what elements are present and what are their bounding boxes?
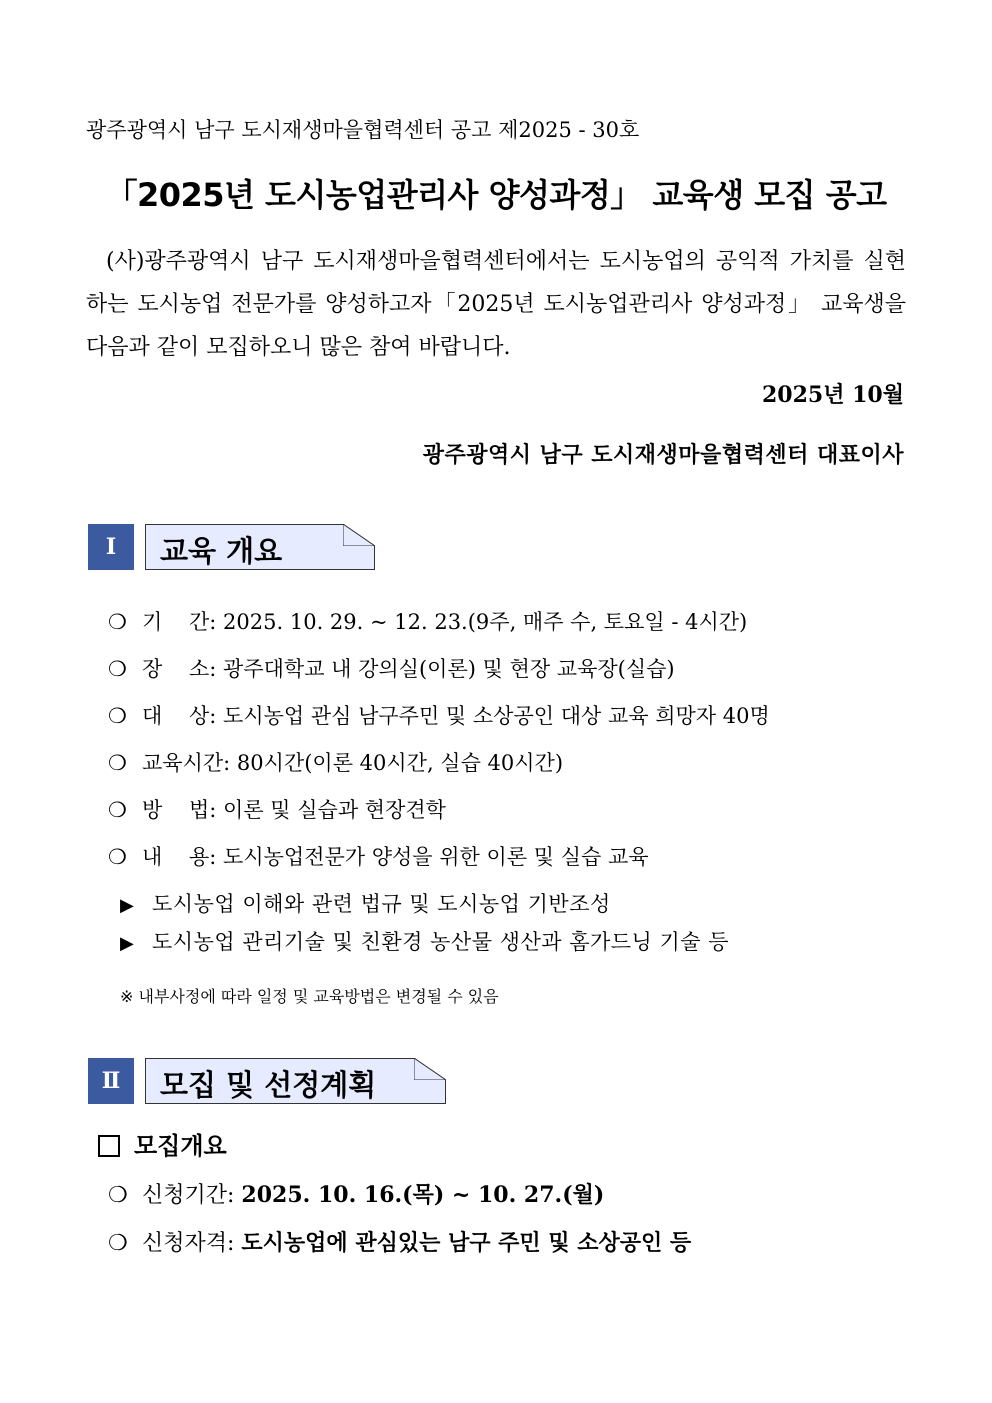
item-label: 신청자격:	[142, 1231, 235, 1256]
signer: 광주광역시 남구 도시재생마을협력센터 대표이사	[422, 442, 904, 468]
square-bullet-icon	[98, 1135, 120, 1157]
item-value: 도시농업전문가 양성을 위한 이론 및 실습 교육	[223, 845, 649, 869]
section-1-title: 교육 개요	[160, 534, 283, 568]
item-value: 80시간(이론 40시간, 실습 40시간)	[236, 751, 564, 775]
folded-corner-icon	[343, 524, 375, 546]
item-label: 기 간:	[142, 610, 217, 634]
item-value: 이론 및 실습과 현장견학	[223, 798, 446, 822]
folded-corner-icon	[414, 1058, 446, 1080]
overview-item-method: ❍ 방 법: 이론 및 실습과 현장견학	[108, 798, 446, 822]
intro-text: (사)광주광역시 남구 도시재생마을협력센터에서는 도시농업의 공익적 가치를 실현하는 도시농업 전문가를 양성하고자「2025년 도시농업관리사 양성과정」 교육생을 다음과 같이 모집하오니 많은 참여 바랍니다.	[86, 249, 906, 360]
section-2-title: 모집 및 선정계획	[160, 1068, 377, 1102]
notice-number: 광주광역시 남구 도시재생마을협력센터 공고 제2025 - 30호	[86, 118, 640, 142]
section-2-title-box	[145, 1058, 446, 1104]
document-title: 「2025년 도시농업관리사 양성과정」 교육생 모집 공고	[105, 176, 887, 214]
recruitment-subhead: 모집개요	[98, 1126, 227, 1161]
item-value: 도시농업에 관심있는 남구 주민 및 소상공인 등	[241, 1230, 692, 1256]
item-label: 신청기간:	[142, 1183, 235, 1208]
triangle-bullet-icon: ▶	[120, 895, 135, 916]
item-label: 내 용:	[142, 845, 217, 869]
item-value: 도시농업 관심 남구주민 및 소상공인 대상 교육 희망자 40명	[223, 704, 770, 728]
content-sub-item: ▶ 도시농업 관리기술 및 친환경 농산물 생산과 홈가드닝 기술 등	[120, 930, 730, 954]
triangle-bullet-icon: ▶	[120, 933, 135, 954]
recruit-item-eligibility: ❍ 신청자격: 도시농업에 관심있는 남구 주민 및 소상공인 등	[108, 1230, 692, 1256]
overview-item-content: ❍ 내 용: 도시농업전문가 양성을 위한 이론 및 실습 교육	[108, 845, 649, 869]
overview-item-target: ❍ 대 상: 도시농업 관심 남구주민 및 소상공인 대상 교육 희망자 40명	[108, 704, 770, 728]
overview-item-place: ❍ 장 소: 광주대학교 내 강의실(이론) 및 현장 교육장(실습)	[108, 657, 675, 681]
item-label: 대 상:	[142, 704, 217, 728]
section-1-title-box	[145, 524, 375, 570]
section-2-number: Ⅱ	[88, 1058, 134, 1104]
recruit-item-period: ❍ 신청기간: 2025. 10. 16.(목) ~ 10. 27.(월)	[108, 1182, 605, 1208]
item-label: 방 법:	[142, 798, 217, 822]
content-sub-item: ▶ 도시농업 이해와 관련 법규 및 도시농업 기반조성	[120, 892, 611, 916]
schedule-note: ※ 내부사정에 따라 일정 및 교육방법은 변경될 수 있음	[120, 987, 499, 1006]
overview-item-period: ❍ 기 간: 2025. 10. 29. ~ 12. 23.(9주, 매주 수, 토요일 - 4시간)	[108, 610, 748, 634]
item-value: 광주대학교 내 강의실(이론) 및 현장 교육장(실습)	[223, 657, 675, 681]
item-label: 장 소:	[142, 657, 217, 681]
item-value: 2025. 10. 29. ~ 12. 23.(9주, 매주 수, 토요일 - 4시간)	[223, 610, 748, 634]
section-1-number: Ⅰ	[88, 524, 134, 570]
intro-paragraph	[86, 240, 906, 369]
overview-item-hours: ❍ 교육시간: 80시간(이론 40시간, 실습 40시간)	[108, 751, 564, 775]
notice-date: 2025년 10월	[761, 382, 904, 408]
item-label: 교육시간:	[142, 751, 231, 775]
item-value: 2025. 10. 16.(목) ~ 10. 27.(월)	[241, 1182, 605, 1208]
